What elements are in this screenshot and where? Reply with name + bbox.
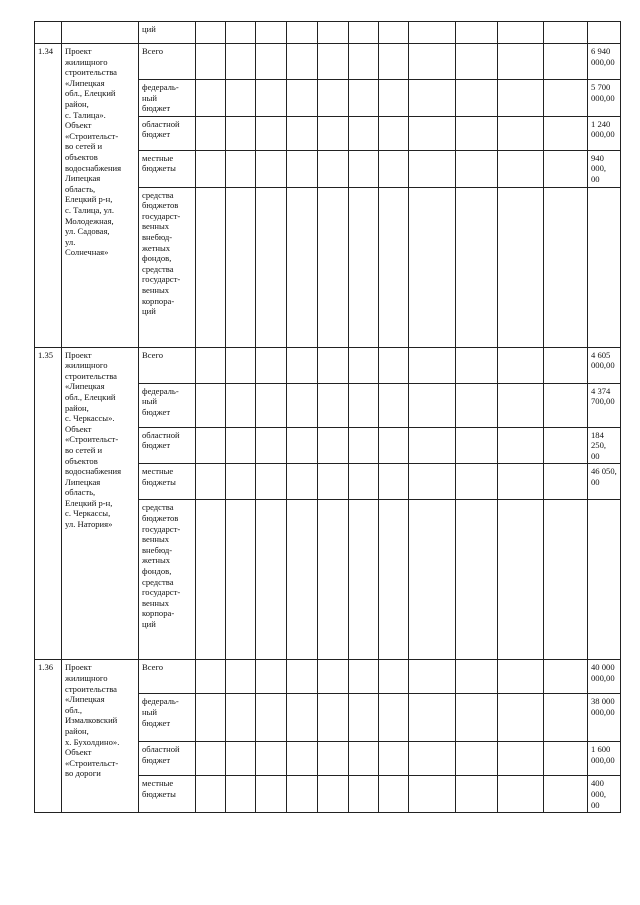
empty-cell [349,427,379,464]
empty-cell [498,116,544,150]
empty-cell [349,660,379,694]
empty-cell [498,742,544,776]
empty-cell [349,80,379,117]
empty-cell [349,776,379,813]
empty-cell [456,44,498,80]
empty-cell [256,22,287,44]
project-name: Проект жилищного строительства «Липецкая обл., Измалковский район, х. Бухолдино». Объект «Строительст- во дороги [62,660,139,813]
table-row [35,660,621,694]
empty-cell [196,150,226,187]
empty-cell [379,187,409,347]
empty-cell [349,742,379,776]
amount-cell: 400 000, 00 [588,776,621,813]
project-name: Проект жилищного строительства «Липецкая обл., Елецкий район, с. Талица». Объект «Строительст- во сетей и объектов водоснабжения Липецкая область, Елецкий р-н, с. Талица, ул. Молодежная, ул. Садовая, ул. Солнечная» [62,44,139,348]
empty-cell [226,116,256,150]
empty-cell [196,22,226,44]
empty-cell [409,383,456,427]
amount-cell [588,22,621,44]
empty-cell [349,187,379,347]
empty-cell [256,150,287,187]
empty-cell [498,80,544,117]
amount-cell [588,500,621,660]
funding-source-cell: местные бюджеты [139,150,196,187]
empty-cell [196,464,226,500]
empty-cell [379,22,409,44]
funding-source-cell: Всего [139,660,196,694]
empty-cell [544,347,588,383]
empty-cell [456,742,498,776]
empty-cell [256,427,287,464]
empty-cell [287,500,318,660]
project-number: 1.36 [35,660,62,813]
empty-cell [409,80,456,117]
empty-cell [256,347,287,383]
empty-cell [456,694,498,742]
amount-cell: 940 000, 00 [588,150,621,187]
empty-cell [544,694,588,742]
empty-cell [409,776,456,813]
funding-source-cell: ций [139,22,196,44]
empty-cell [226,383,256,427]
empty-cell [256,80,287,117]
empty-cell [318,383,349,427]
empty-cell [409,500,456,660]
empty-cell [379,427,409,464]
empty-cell [318,116,349,150]
empty-cell [226,427,256,464]
empty-cell [287,742,318,776]
empty-cell [287,44,318,80]
empty-cell [456,427,498,464]
empty-cell [498,694,544,742]
empty-cell [409,742,456,776]
empty-cell [196,187,226,347]
empty-cell [498,44,544,80]
empty-cell [456,464,498,500]
empty-cell [379,660,409,694]
funding-source-cell: федераль- ный бюджет [139,694,196,742]
empty-cell [287,22,318,44]
empty-cell [318,187,349,347]
project-number: 1.35 [35,347,62,660]
empty-cell [256,694,287,742]
empty-cell [287,187,318,347]
empty-cell [196,660,226,694]
empty-cell [456,22,498,44]
empty-cell [318,44,349,80]
empty-cell [409,187,456,347]
amount-cell: 46 050, 00 [588,464,621,500]
empty-cell [196,116,226,150]
empty-cell [409,22,456,44]
empty-cell [349,116,379,150]
empty-cell [318,22,349,44]
empty-cell [349,383,379,427]
empty-cell [256,464,287,500]
amount-cell: 5 700 000,00 [588,80,621,117]
empty-cell [226,187,256,347]
empty-cell [318,427,349,464]
empty-cell [409,116,456,150]
funding-source-cell: средства бюджетов государст- венных внебюд- жетных фондов, средства государст- венных корпора- ций [139,500,196,660]
empty-cell [544,150,588,187]
empty-cell [287,150,318,187]
empty-cell [226,660,256,694]
empty-cell [379,500,409,660]
empty-cell [544,464,588,500]
empty-cell [318,742,349,776]
empty-cell [349,500,379,660]
amount-cell [588,187,621,347]
amount-cell: 4 605 000,00 [588,347,621,383]
empty-cell [287,776,318,813]
empty-cell [409,427,456,464]
empty-cell [256,742,287,776]
funding-source-cell: Всего [139,347,196,383]
empty-cell [544,427,588,464]
empty-cell [456,347,498,383]
project-name-cell [62,22,139,44]
empty-cell [318,464,349,500]
empty-cell [456,776,498,813]
funding-source-cell: областной бюджет [139,116,196,150]
empty-cell [256,116,287,150]
table-row [35,347,621,383]
empty-cell [318,80,349,117]
empty-cell [409,347,456,383]
empty-cell [544,80,588,117]
empty-cell [318,500,349,660]
empty-cell [498,150,544,187]
empty-cell [498,464,544,500]
empty-cell [287,464,318,500]
funding-source-cell: федераль- ный бюджет [139,383,196,427]
empty-cell [287,694,318,742]
empty-cell [256,660,287,694]
empty-cell [196,694,226,742]
empty-cell [318,660,349,694]
amount-cell: 1 240 000,00 [588,116,621,150]
empty-cell [379,116,409,150]
empty-cell [544,776,588,813]
empty-cell [456,500,498,660]
empty-cell [196,427,226,464]
project-number: 1.34 [35,44,62,348]
empty-cell [379,347,409,383]
table-row [35,22,621,44]
empty-cell [349,44,379,80]
empty-cell [256,776,287,813]
empty-cell [544,187,588,347]
empty-cell [379,150,409,187]
empty-cell [349,150,379,187]
empty-cell [287,347,318,383]
empty-cell [409,44,456,80]
empty-cell [379,464,409,500]
empty-cell [544,44,588,80]
funding-source-cell: областной бюджет [139,742,196,776]
funding-source-cell: Всего [139,44,196,80]
empty-cell [544,660,588,694]
empty-cell [196,776,226,813]
empty-cell [318,347,349,383]
empty-cell [349,347,379,383]
empty-cell [544,116,588,150]
empty-cell [544,383,588,427]
funding-source-cell: местные бюджеты [139,464,196,500]
empty-cell [226,694,256,742]
financing-table [34,21,621,813]
empty-cell [226,22,256,44]
empty-cell [196,80,226,117]
empty-cell [409,660,456,694]
empty-cell [498,383,544,427]
amount-cell: 40 000 000,00 [588,660,621,694]
empty-cell [287,116,318,150]
funding-source-cell: местные бюджеты [139,776,196,813]
empty-cell [379,742,409,776]
project-name: Проект жилищного строительства «Липецкая обл., Елецкий район, с. Черкассы». Объект «Строительст- во сетей и объектов водоснабжения Липецкая область, Елецкий р-н, с. Черкассы, ул. Натория» [62,347,139,660]
empty-cell [544,22,588,44]
empty-cell [498,347,544,383]
amount-cell: 38 000 000,00 [588,694,621,742]
empty-cell [349,464,379,500]
empty-cell [544,742,588,776]
empty-cell [226,776,256,813]
empty-cell [226,44,256,80]
amount-cell: 4 374 700,00 [588,383,621,427]
empty-cell [318,150,349,187]
empty-cell [498,427,544,464]
amount-cell: 184 250, 00 [588,427,621,464]
funding-source-cell: федераль- ный бюджет [139,80,196,117]
empty-cell [498,22,544,44]
table-row [35,44,621,80]
empty-cell [379,776,409,813]
empty-cell [456,383,498,427]
empty-cell [409,150,456,187]
empty-cell [226,150,256,187]
empty-cell [256,500,287,660]
empty-cell [456,187,498,347]
empty-cell [318,776,349,813]
empty-cell [456,80,498,117]
empty-cell [287,80,318,117]
empty-cell [226,464,256,500]
empty-cell [226,80,256,117]
empty-cell [379,383,409,427]
empty-cell [196,500,226,660]
empty-cell [498,660,544,694]
empty-cell [226,347,256,383]
empty-cell [349,22,379,44]
empty-cell [256,187,287,347]
empty-cell [379,694,409,742]
empty-cell [409,694,456,742]
empty-cell [287,427,318,464]
empty-cell [256,383,287,427]
empty-cell [196,44,226,80]
empty-cell [196,347,226,383]
empty-cell [456,150,498,187]
empty-cell [498,187,544,347]
empty-cell [498,776,544,813]
empty-cell [287,383,318,427]
empty-cell [456,116,498,150]
empty-cell [226,742,256,776]
empty-cell [196,383,226,427]
empty-cell [544,500,588,660]
funding-source-cell: областной бюджет [139,427,196,464]
empty-cell [498,500,544,660]
empty-cell [379,44,409,80]
number-cell [35,22,62,44]
funding-source-cell: средства бюджетов государст- венных внебюд- жетных фондов, средства государст- венных корпора- ций [139,187,196,347]
empty-cell [318,694,349,742]
empty-cell [409,464,456,500]
empty-cell [226,500,256,660]
empty-cell [287,660,318,694]
empty-cell [379,80,409,117]
empty-cell [256,44,287,80]
amount-cell: 1 600 000,00 [588,742,621,776]
empty-cell [349,694,379,742]
empty-cell [196,742,226,776]
empty-cell [456,660,498,694]
amount-cell: 6 940 000,00 [588,44,621,80]
